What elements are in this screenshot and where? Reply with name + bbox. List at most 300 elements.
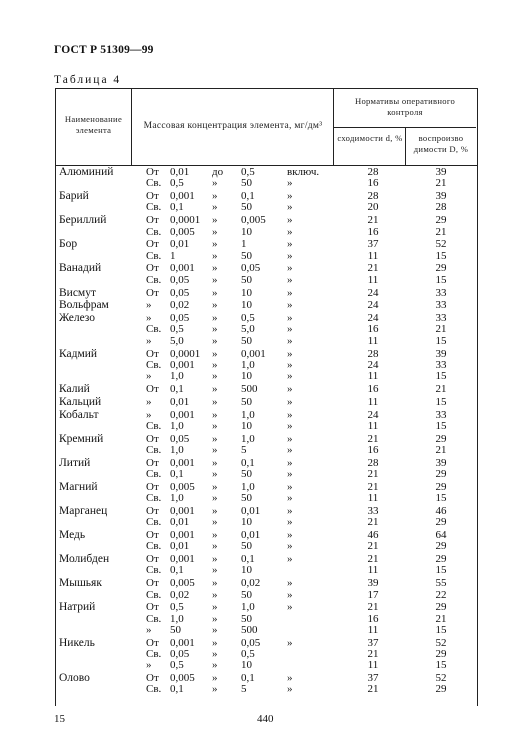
table-row — [55, 660, 476, 671]
range-from: 0,001 — [170, 504, 195, 517]
range-suffix: » — [287, 323, 293, 336]
range-to: 1,0 — [241, 480, 255, 493]
range-to: 1 — [241, 238, 247, 251]
range-to: 0,02 — [241, 577, 261, 590]
range-from: 0,05 — [170, 312, 190, 325]
table-row — [55, 517, 476, 528]
range-to: 1,0 — [241, 432, 255, 445]
document-header: ГОСТ Р 51309—99 — [54, 44, 154, 56]
repeatability-value: 21 — [367, 540, 379, 553]
reproducibility-value: 29 — [435, 262, 447, 275]
table-row — [55, 324, 476, 335]
range-suffix: » — [287, 408, 293, 421]
element-name: Магний — [59, 480, 98, 493]
col-header-repeatability: сходимости d, % — [337, 133, 403, 143]
range-from: 0,001 — [170, 529, 195, 541]
range-prefix: От — [146, 262, 159, 275]
range-from: 0,001 — [170, 262, 195, 275]
range-to-word: » — [212, 273, 218, 286]
range-prefix: » — [146, 395, 152, 408]
reproducibility-value: 15 — [435, 492, 447, 505]
range-from: 0,1 — [170, 382, 184, 395]
element-name: Кадмий — [59, 347, 98, 360]
range-prefix: Св. — [146, 249, 162, 262]
range-from: 0,05 — [170, 648, 190, 660]
range-to: 50 — [241, 177, 252, 190]
element-name: Никель — [59, 636, 95, 649]
range-to-word: » — [212, 286, 218, 299]
table-row — [55, 167, 476, 178]
repeatability-value: 16 — [367, 225, 379, 238]
table-row — [55, 215, 476, 226]
reproducibility-value: 29 — [435, 214, 447, 227]
range-prefix: От — [146, 601, 159, 614]
range-suffix: » — [287, 286, 293, 299]
range-prefix: От — [146, 672, 159, 685]
range-prefix: Св. — [146, 612, 162, 625]
table-row — [55, 263, 476, 274]
reproducibility-value: 33 — [435, 408, 447, 421]
range-prefix: От — [146, 190, 159, 203]
range-to: 50 — [241, 492, 252, 505]
repeatability-value: 28 — [367, 456, 379, 469]
range-suffix: » — [287, 553, 293, 566]
element-name: Кремний — [59, 432, 104, 445]
range-to-word: » — [212, 201, 218, 214]
range-from: 0,005 — [170, 577, 195, 590]
table-row — [55, 565, 476, 576]
reproducibility-value: 15 — [435, 419, 447, 432]
range-to: 1,0 — [241, 408, 255, 421]
range-to-word: » — [212, 636, 218, 649]
range-from: 0,02 — [170, 588, 190, 601]
element-name: Бериллий — [59, 214, 107, 227]
range-to: 500 — [241, 382, 258, 395]
range-to-word: » — [212, 516, 218, 529]
table-row — [55, 673, 476, 684]
range-to: 0,1 — [241, 672, 255, 685]
range-from: 1,0 — [170, 612, 184, 625]
range-to: 5,0 — [241, 323, 255, 336]
range-from: 0,001 — [170, 456, 195, 469]
range-to: 0,5 — [241, 166, 255, 178]
range-suffix: » — [287, 358, 293, 371]
range-prefix: Св. — [146, 225, 162, 238]
repeatability-value: 21 — [367, 432, 379, 445]
repeatability-value: 21 — [367, 480, 379, 493]
table-row — [55, 493, 476, 504]
reproducibility-value: 29 — [435, 648, 447, 660]
range-to: 10 — [241, 659, 252, 672]
col-header-norms: Нормативы оперативного контроля — [354, 96, 456, 117]
range-to-word: » — [212, 456, 218, 469]
table-row — [55, 227, 476, 238]
range-suffix: » — [287, 225, 293, 238]
range-prefix: Св. — [146, 648, 162, 660]
range-to: 0,01 — [241, 504, 261, 517]
repeatability-value: 24 — [367, 408, 379, 421]
table-row — [55, 384, 476, 395]
range-to-word: » — [212, 395, 218, 408]
range-to: 0,5 — [241, 312, 255, 325]
repeatability-value: 33 — [367, 504, 379, 517]
range-suffix: » — [287, 432, 293, 445]
range-from: 1,0 — [170, 419, 184, 432]
repeatability-value: 17 — [367, 588, 379, 601]
range-from: 0,005 — [170, 225, 195, 238]
range-suffix: » — [287, 370, 293, 383]
reproducibility-value: 15 — [435, 370, 447, 383]
reproducibility-value: 15 — [435, 659, 447, 672]
table-row — [55, 239, 476, 250]
table-row — [55, 202, 476, 213]
element-name: Медь — [59, 529, 86, 541]
repeatability-value: 11 — [367, 623, 379, 636]
range-suffix: » — [287, 588, 293, 601]
element-name: Молибден — [59, 553, 110, 566]
range-to: 5 — [241, 443, 247, 456]
element-name: Барий — [59, 190, 89, 203]
reproducibility-value: 33 — [435, 286, 447, 299]
repeatability-value: 28 — [367, 166, 379, 178]
range-suffix: » — [287, 456, 293, 469]
repeatability-value: 46 — [367, 529, 379, 541]
table-row — [55, 530, 476, 541]
repeatability-value: 16 — [367, 323, 379, 336]
range-from: 0,01 — [170, 540, 190, 553]
table-row — [55, 251, 476, 262]
reproducibility-value: 15 — [435, 564, 447, 577]
range-to: 50 — [241, 395, 252, 408]
table-row — [55, 434, 476, 445]
range-suffix: » — [287, 480, 293, 493]
repeatability-value: 11 — [367, 273, 379, 286]
range-to: 10 — [241, 225, 252, 238]
range-suffix: » — [287, 262, 293, 275]
range-to: 50 — [241, 273, 252, 286]
col-header-concentration: Массовая концентрация элемента, мг/дм³ — [143, 121, 323, 131]
reproducibility-value: 21 — [435, 177, 447, 190]
reproducibility-value: 29 — [435, 432, 447, 445]
range-to-word: » — [212, 432, 218, 445]
range-prefix: » — [146, 312, 152, 325]
range-prefix: Св. — [146, 201, 162, 214]
range-from: 5,0 — [170, 334, 184, 347]
repeatability-value: 11 — [367, 659, 379, 672]
range-prefix: » — [146, 299, 152, 312]
element-name: Железо — [59, 312, 96, 325]
reproducibility-value: 52 — [435, 636, 447, 649]
reproducibility-value: 15 — [435, 334, 447, 347]
range-from: 0,05 — [170, 273, 190, 286]
reproducibility-value: 22 — [435, 588, 447, 601]
range-prefix: От — [146, 504, 159, 517]
range-to: 10 — [241, 286, 252, 299]
range-to-word: » — [212, 623, 218, 636]
range-suffix: » — [287, 443, 293, 456]
repeatability-value: 20 — [367, 201, 379, 214]
repeatability-value: 21 — [367, 648, 379, 660]
range-to: 10 — [241, 419, 252, 432]
range-from: 0,001 — [170, 553, 195, 566]
reproducibility-value: 29 — [435, 683, 447, 696]
reproducibility-value: 21 — [435, 323, 447, 336]
range-from: 0,1 — [170, 201, 184, 214]
range-to-word: » — [212, 553, 218, 566]
range-to-word: » — [212, 370, 218, 383]
range-to-word: » — [212, 312, 218, 325]
repeatability-value: 21 — [367, 262, 379, 275]
table-row — [55, 336, 476, 347]
repeatability-value: 11 — [367, 249, 379, 262]
reproducibility-value: 39 — [435, 347, 447, 360]
range-to-word: до — [212, 166, 224, 178]
range-prefix: От — [146, 347, 159, 360]
table-row — [55, 638, 476, 649]
range-to-word: » — [212, 323, 218, 336]
table-row — [55, 288, 476, 299]
table-row — [55, 578, 476, 589]
table-row — [55, 313, 476, 324]
repeatability-value: 11 — [367, 492, 379, 505]
range-from: 0,01 — [170, 166, 190, 178]
range-suffix: » — [287, 190, 293, 203]
range-prefix: Св. — [146, 443, 162, 456]
reproducibility-value: 15 — [435, 395, 447, 408]
range-suffix: » — [287, 504, 293, 517]
range-from: 1,0 — [170, 370, 184, 383]
range-suffix: » — [287, 382, 293, 395]
range-to-word: » — [212, 492, 218, 505]
range-from: 0,005 — [170, 672, 195, 685]
range-prefix: » — [146, 623, 152, 636]
range-to-word: » — [212, 480, 218, 493]
range-to-word: » — [212, 225, 218, 238]
repeatability-value: 24 — [367, 312, 379, 325]
repeatability-value: 21 — [367, 601, 379, 614]
table-row — [55, 397, 476, 408]
table-row — [55, 349, 476, 360]
reproducibility-value: 28 — [435, 201, 447, 214]
element-name: Олово — [59, 672, 90, 685]
table-row — [55, 191, 476, 202]
repeatability-value: 39 — [367, 577, 379, 590]
range-to: 5 — [241, 683, 247, 696]
repeatability-value: 21 — [367, 468, 379, 480]
element-name: Мышьяк — [59, 577, 102, 590]
range-to: 1,0 — [241, 358, 255, 371]
range-to: 50 — [241, 249, 252, 262]
repeatability-value: 37 — [367, 636, 379, 649]
range-prefix: » — [146, 334, 152, 347]
element-name: Алюминий — [59, 166, 114, 178]
table-row — [55, 300, 476, 311]
range-to-word: » — [212, 249, 218, 262]
range-from: 0,1 — [170, 564, 184, 577]
range-suffix: » — [287, 492, 293, 505]
repeatability-value: 16 — [367, 443, 379, 456]
range-from: 0,1 — [170, 468, 184, 480]
range-from: 0,0001 — [170, 214, 201, 227]
range-to: 1,0 — [241, 601, 255, 614]
table-row — [55, 469, 476, 480]
range-prefix: Св. — [146, 683, 162, 696]
repeatability-value: 24 — [367, 286, 379, 299]
range-to: 0,01 — [241, 529, 261, 541]
range-suffix: » — [287, 683, 293, 696]
range-suffix: » — [287, 312, 293, 325]
table-row — [55, 458, 476, 469]
range-to-word: » — [212, 299, 218, 312]
table-row — [55, 649, 476, 660]
range-from: 50 — [170, 623, 181, 636]
table-row — [55, 482, 476, 493]
element-name: Вольфрам — [59, 299, 109, 312]
table-caption: Таблица 4 — [54, 74, 122, 86]
range-prefix: От — [146, 553, 159, 566]
range-from: 0,01 — [170, 516, 190, 529]
range-to-word: » — [212, 334, 218, 347]
range-prefix: От — [146, 636, 159, 649]
range-from: 0,01 — [170, 238, 190, 251]
range-to-word: » — [212, 214, 218, 227]
col-divider-name — [131, 88, 132, 166]
range-suffix: » — [287, 468, 293, 480]
reproducibility-value: 39 — [435, 166, 447, 178]
repeatability-value: 37 — [367, 672, 379, 685]
repeatability-value: 28 — [367, 190, 379, 203]
reproducibility-value: 33 — [435, 358, 447, 371]
table-row — [55, 360, 476, 371]
range-prefix: Св. — [146, 516, 162, 529]
reproducibility-value: 21 — [435, 225, 447, 238]
col-header-name: Наименование элемента — [64, 114, 123, 135]
range-prefix: » — [146, 408, 152, 421]
range-to: 10 — [241, 564, 252, 577]
range-suffix: » — [287, 347, 293, 360]
range-to-word: » — [212, 529, 218, 541]
element-name: Кальций — [59, 395, 102, 408]
range-from: 0,1 — [170, 683, 184, 696]
range-suffix: » — [287, 540, 293, 553]
element-name: Висмут — [59, 286, 96, 299]
range-suffix: » — [287, 177, 293, 190]
repeatability-value: 21 — [367, 553, 379, 566]
range-from: 1,0 — [170, 492, 184, 505]
range-suffix: включ. — [287, 166, 320, 178]
element-name: Натрий — [59, 601, 96, 614]
range-to-word: » — [212, 648, 218, 660]
range-prefix: Св. — [146, 177, 162, 190]
range-prefix: Св. — [146, 323, 162, 336]
range-to-word: » — [212, 238, 218, 251]
element-name: Ванадий — [59, 262, 102, 275]
range-suffix: » — [287, 395, 293, 408]
reproducibility-value: 39 — [435, 190, 447, 203]
range-to-word: » — [212, 382, 218, 395]
range-suffix: » — [287, 601, 293, 614]
range-from: 0,001 — [170, 636, 195, 649]
range-to: 0,1 — [241, 456, 255, 469]
range-prefix: От — [146, 238, 159, 251]
range-prefix: От — [146, 286, 159, 299]
range-to: 0,1 — [241, 553, 255, 566]
range-to: 10 — [241, 516, 252, 529]
range-to-word: » — [212, 443, 218, 456]
range-prefix: » — [146, 659, 152, 672]
range-to-word: » — [212, 262, 218, 275]
range-suffix: » — [287, 214, 293, 227]
range-from: 0,5 — [170, 659, 184, 672]
range-to: 10 — [241, 299, 252, 312]
range-to: 10 — [241, 370, 252, 383]
range-from: 0,01 — [170, 395, 190, 408]
range-suffix: » — [287, 577, 293, 590]
range-to-word: » — [212, 683, 218, 696]
range-prefix: От — [146, 166, 159, 178]
range-prefix: От — [146, 529, 159, 541]
table-row — [55, 371, 476, 382]
range-from: 0,5 — [170, 323, 184, 336]
range-from: 0,001 — [170, 408, 195, 421]
repeatability-value: 16 — [367, 382, 379, 395]
col-header-reproducibility: воспроизво димости D, % — [413, 133, 469, 154]
repeatability-value: 11 — [367, 564, 379, 577]
range-prefix: Св. — [146, 564, 162, 577]
range-suffix: » — [287, 334, 293, 347]
reproducibility-value: 15 — [435, 623, 447, 636]
table-row — [55, 445, 476, 456]
repeatability-value: 11 — [367, 370, 379, 383]
reproducibility-value: 29 — [435, 516, 447, 529]
range-suffix: » — [287, 516, 293, 529]
range-prefix: Св. — [146, 540, 162, 553]
range-to-word: » — [212, 588, 218, 601]
range-from: 0,0001 — [170, 347, 201, 360]
range-to: 50 — [241, 201, 252, 214]
reproducibility-value: 33 — [435, 299, 447, 312]
reproducibility-value: 21 — [435, 382, 447, 395]
range-from: 1 — [170, 249, 176, 262]
reproducibility-value: 46 — [435, 504, 447, 517]
range-from: 0,001 — [170, 190, 195, 203]
element-name: Бор — [59, 238, 78, 251]
repeatability-value: 16 — [367, 177, 379, 190]
reproducibility-value: 39 — [435, 456, 447, 469]
range-to-word: » — [212, 612, 218, 625]
range-prefix: От — [146, 214, 159, 227]
range-to: 0,05 — [241, 262, 261, 275]
range-suffix: » — [287, 249, 293, 262]
reproducibility-value: 15 — [435, 273, 447, 286]
repeatability-value: 11 — [367, 395, 379, 408]
reproducibility-value: 21 — [435, 612, 447, 625]
reproducibility-value: 52 — [435, 672, 447, 685]
range-suffix: » — [287, 419, 293, 432]
repeatability-value: 11 — [367, 419, 379, 432]
reproducibility-value: 33 — [435, 312, 447, 325]
range-prefix: От — [146, 432, 159, 445]
range-prefix: Св. — [146, 358, 162, 371]
range-to: 0,05 — [241, 636, 261, 649]
table-row — [55, 602, 476, 613]
range-to: 0,1 — [241, 190, 255, 203]
range-from: 0,05 — [170, 432, 190, 445]
range-to: 50 — [241, 334, 252, 347]
range-from: 1,0 — [170, 443, 184, 456]
repeatability-value: 21 — [367, 214, 379, 227]
page-number-left: 15 — [54, 713, 65, 725]
